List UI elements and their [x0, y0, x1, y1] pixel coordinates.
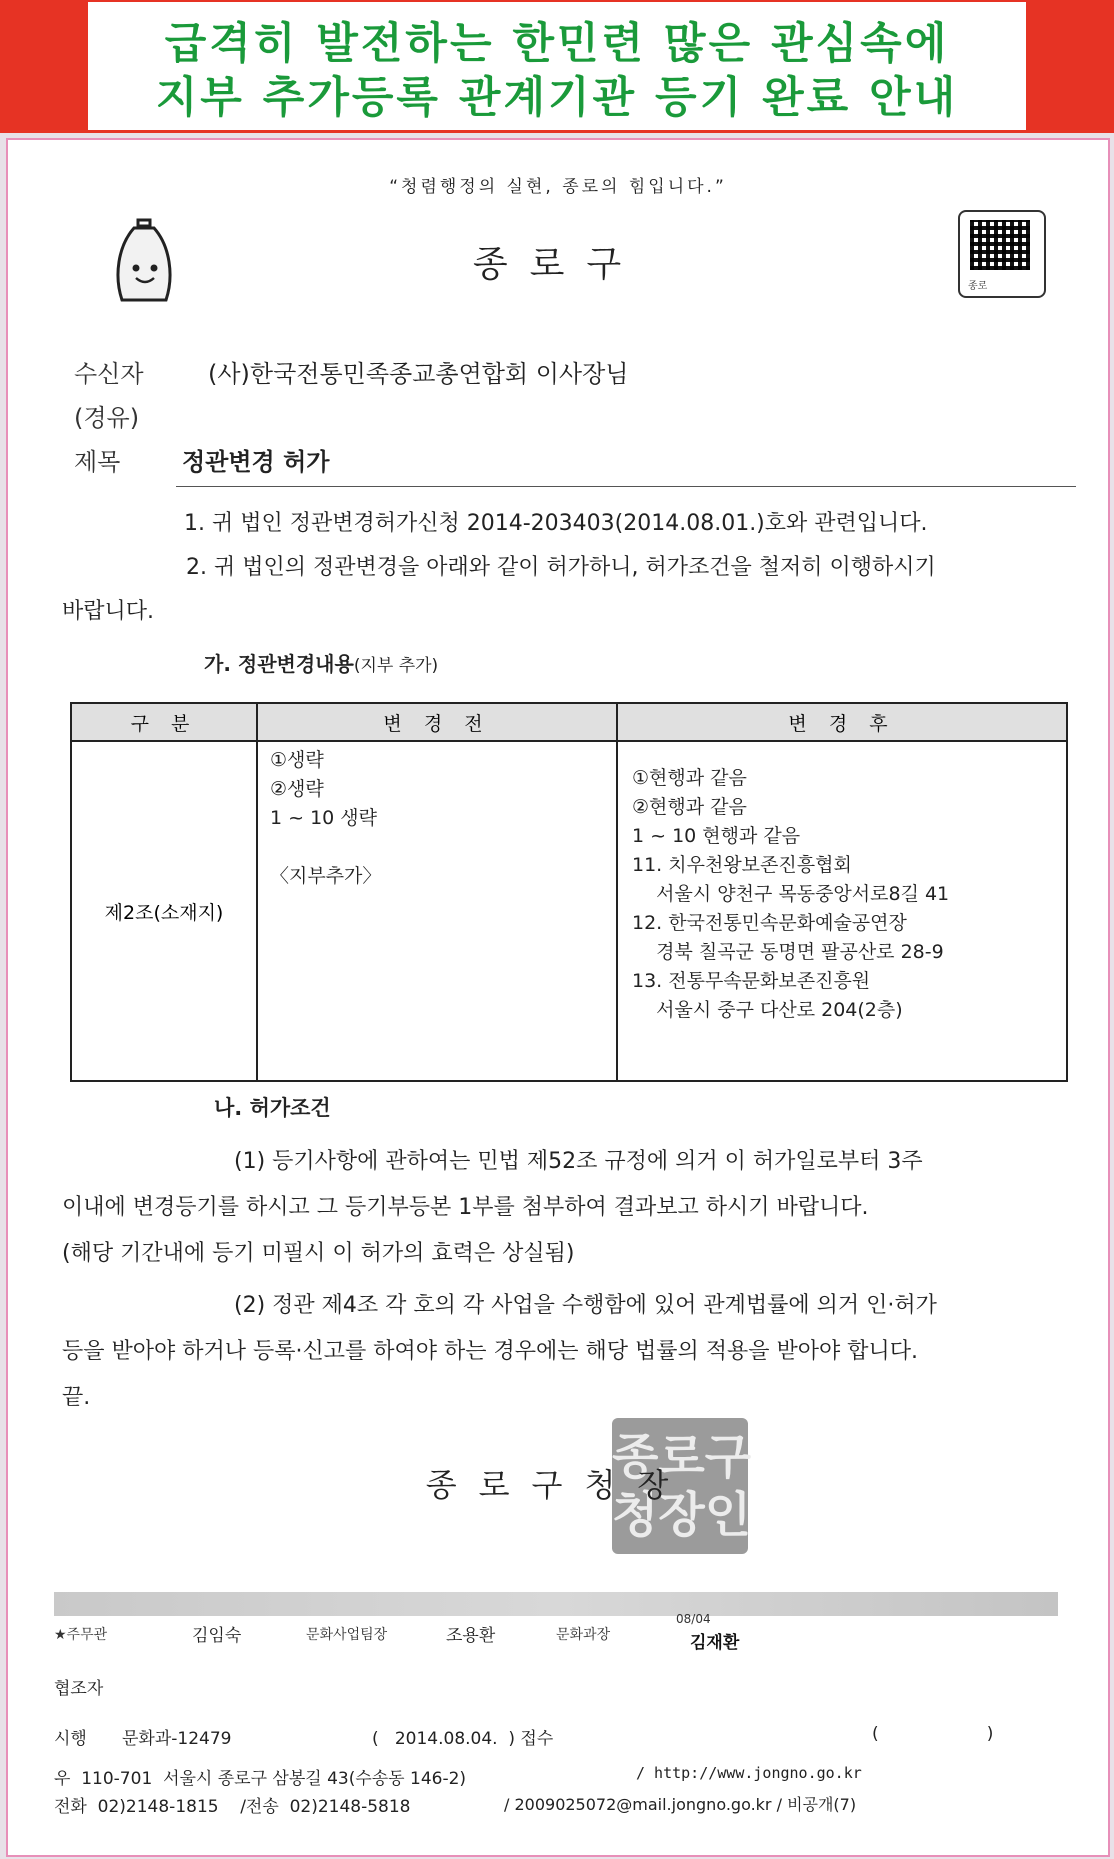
seal-text-line1: 종로구: [612, 1429, 752, 1485]
email-and-disclosure: / 2009025072@mail.jongno.go.kr / 비공개(7): [504, 1795, 857, 1814]
after-line: 경북 칠곡군 동명면 팔공산로 28-9: [632, 941, 944, 963]
notice-banner: [0, 0, 1114, 133]
website-link[interactable]: / http://www.jongno.go.kr: [636, 1764, 862, 1782]
table-header-before: 변 경 전: [257, 703, 617, 741]
paragraph-2-line2: 바랍니다.: [62, 599, 155, 624]
before-line: ①생략: [270, 749, 324, 771]
receipt-number: ( ): [872, 1724, 994, 1744]
condition-2-line1: (2) 정관 제4조 각 호의 각 사업을 수행함에 있어 관계법률에 의거 인·허가: [234, 1293, 937, 1318]
approver-role-1: ★주무관: [54, 1627, 108, 1643]
paragraph-1: 1. 귀 법인 정관변경허가신청 2014-203403(2014.08.01.)호와 관련입니다.: [184, 511, 928, 536]
approval-date: 08/04: [676, 1612, 711, 1626]
subject-label: 제목: [74, 448, 121, 476]
recipient-label: 수신자: [74, 360, 144, 388]
footer-divider-band: [54, 1592, 1058, 1616]
before-line: 〈지부추가〉: [270, 865, 382, 887]
condition-1-line2: 이내에 변경등기를 하시고 그 등기부등본 1부를 첨부하여 결과보고 하시기 바랍니다.: [62, 1195, 869, 1220]
condition-1-line3: (해당 기간내에 등기 미필시 이 허가의 효력은 상실됨): [62, 1241, 575, 1266]
after-line: ②현행과 같음: [632, 796, 747, 818]
approver-role-2: 문화사업팀장: [306, 1627, 388, 1643]
after-line: 11. 치우천왕보존진흥협회: [632, 854, 852, 876]
approver-name-3: 김재환: [690, 1633, 740, 1653]
after-line: 1 ~ 10 현행과 같음: [632, 825, 801, 847]
enforcement-date: ( 2014.08.04. ) 접수: [372, 1729, 554, 1749]
section-b-heading: 나. 허가조건: [214, 1096, 331, 1120]
seal-text-line2: 청장인: [612, 1487, 752, 1543]
section-a-heading: [204, 648, 438, 677]
section-a-note: (지부 추가): [353, 656, 439, 676]
paragraph-2-line1: 2. 귀 법인의 정관변경을 아래와 같이 허가하니, 허가조건을 철저히 이행하시기: [186, 555, 936, 580]
address: 우 110-701 서울시 종로구 삼봉길 43(수송동 146-2): [54, 1769, 467, 1789]
before-line: ②생략: [270, 778, 324, 800]
table-header-after: 변 경 후: [617, 703, 1067, 741]
mayor-title: 종로구청장: [425, 1466, 691, 1504]
official-document: [6, 138, 1110, 1857]
after-line: ①현행과 같음: [632, 767, 747, 789]
approver-name-1: 김임숙: [192, 1626, 242, 1646]
subject-divider: [176, 486, 1076, 487]
after-cell: [617, 741, 1067, 1081]
subject-value: 정관변경 허가: [182, 448, 330, 476]
section-a-title: 가. 정관변경내용: [204, 652, 354, 676]
after-line: 서울시 중구 다산로 204(2층): [632, 999, 903, 1021]
qr-code-icon: [958, 210, 1046, 298]
before-cell: [257, 741, 617, 1081]
recipient-value: (사)한국전통민족종교총연합회 이사장님: [208, 360, 629, 388]
enforcement-number: 문화과-12479: [122, 1729, 232, 1749]
phone-fax: 전화 02)2148-1815 /전송 02)2148-5818: [54, 1797, 411, 1817]
approver-role-3: 문화과장: [556, 1627, 611, 1643]
table-row: [71, 741, 1067, 1081]
after-line: 서울시 양천구 목동중앙서로8길 41: [632, 883, 950, 905]
table-header-category: 구 분: [71, 703, 257, 741]
condition-1-line1: (1) 등기사항에 관하여는 민법 제52조 규정에 의거 이 허가일로부터 3주: [234, 1149, 923, 1174]
banner-title-line1: 급격히 발전하는 한민련 많은 관심속에: [164, 19, 950, 69]
row-label: 제2조(소재지): [71, 741, 257, 1081]
cooperator-label: 협조자: [54, 1679, 104, 1699]
before-line: 1 ~ 10 생략: [270, 807, 378, 829]
via-label: (경유): [74, 404, 140, 432]
enforcement-label: 시행: [54, 1729, 87, 1749]
after-line: 12. 한국전통민속문화예술공연장: [632, 912, 907, 934]
qr-label: 종로: [968, 281, 988, 292]
condition-2-line2: 등을 받아야 하거나 등록·신고를 하여야 하는 경우에는 해당 법률의 적용을 받아야 합니다.: [62, 1339, 918, 1364]
after-line: 13. 전통무속문화보존진흥원: [632, 970, 871, 992]
banner-panel: [88, 2, 1026, 130]
approver-name-2: 조용환: [446, 1626, 496, 1646]
amendment-table: [70, 702, 1068, 1082]
end-mark: 끝.: [62, 1385, 91, 1410]
banner-title-line2: 지부 추가등록 관계기관 등기 완료 안내: [155, 73, 959, 123]
organization-name: 종로구: [472, 244, 644, 285]
slogan: “청렴행정의 실현, 종로의 힘입니다.”: [389, 177, 727, 197]
before-line: [270, 833, 616, 862]
